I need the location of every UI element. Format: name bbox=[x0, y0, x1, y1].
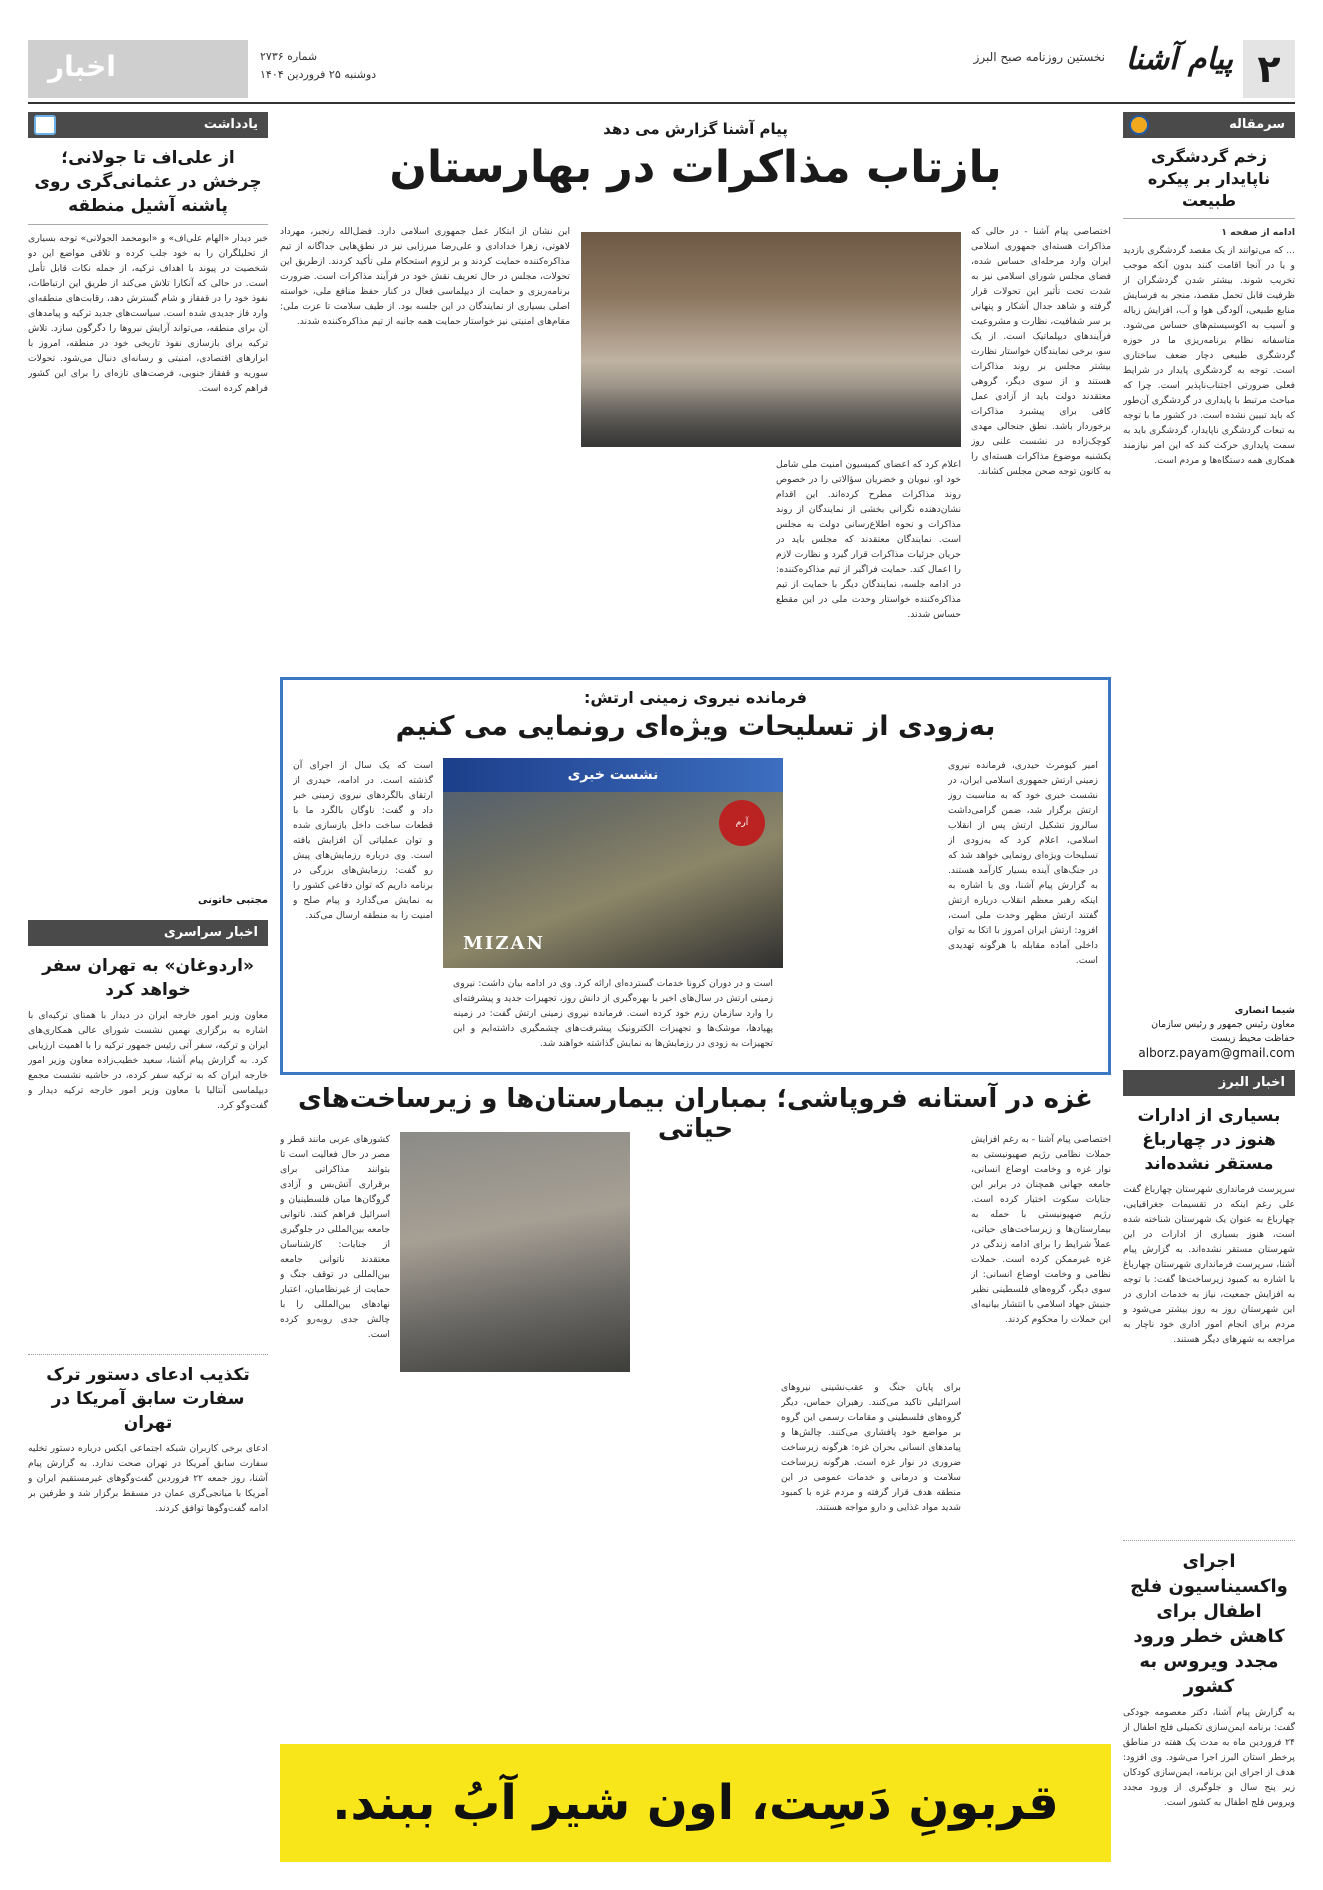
alborz-news-body: سرپرست فرمانداری شهرستان چهارباغ گفت علی رغم اینکه در تقسیمات جغرافیایی، چهارباغ به عنوان یک شهرستان شناخته شده است، هنوز بسیاری از ادارات در این شهرستان مستقر نشده‌اند. به گزارش پیام آشنا، سرپرست فرمانداری شهرستان چهارباغ با اشاره به کمبود زیرساخت‌ها گفت: با توجه به افزایش جمعیت، نیاز به خدمات اداری در این شهرستان روز به روز بیشتر می‌شود و مردم برای انجام امور اداری خود ناچار به مراجعه به شهرهای دیگر هستند. bbox=[1123, 1184, 1295, 1345]
army-article-box bbox=[280, 677, 1111, 1075]
masthead bbox=[825, 40, 1295, 98]
issue-info bbox=[260, 48, 410, 84]
alborz-news-section-bar bbox=[1123, 1070, 1295, 1096]
divider bbox=[28, 1354, 268, 1355]
main-article-col-1: اختصاصی پیام آشنا - در حالی که مذاکرات هسته‌ای جمهوری اسلامی ایران وارد مرحله‌ای حساس شده، فضای مجلس شورای اسلامی نیز به شدت تحت تأثیر این تحولات قرار گرفته و شاهد جدال آشکار و پنهانی بر سر شفافیت، نظارت و مشروعیت فرآیندهای دیپلماتیک است. از یک سو، برخی نمایندگان خواستار نظارت بیشتر مجلس بر روند مذاکرات هستند و از سوی دیگر، گروهی معتقدند دولت باید از آزادی عمل کافی برای پیشبرد مذاکرات برخوردار باشد. نطق جنجالی مهدی کوچک‌زاده در نشست علنی روز یکشنبه موضوع مذاکرات هسته‌ای را به کانون توجه صحن مجلس کشاند. bbox=[971, 226, 1111, 477]
section-title: اخبار bbox=[48, 50, 116, 83]
divider bbox=[1123, 218, 1295, 219]
left-column bbox=[28, 112, 268, 1862]
army-article-title: به‌زودی از تسلیحات ویژه‌ای رونمایی می کنیم bbox=[395, 711, 996, 742]
note-section-label: یادداشت bbox=[203, 117, 258, 132]
divider bbox=[28, 224, 268, 225]
army-article-col-2: است و در دوران کرونا خدمات گسترده‌ای ارائه کرد. وی در ادامه بیان داشت: نیروی زمینی ارتش در سال‌های اخیر با بهره‌گیری از دانش روز، تجهیزات جدید و پیشرفته‌ای را وارد سازمان رزم خود کرده است. فرمانده نیروی زمینی ارتش گفت: در زمینه پهپادها، موشک‌ها و تجهیزات الکترونیک پیشرفت‌های چشمگیری داشته‌ایم و این تجهیزات به زودی در رزمایش‌ها به نمایش گذاشته خواهند شد. bbox=[453, 978, 773, 1049]
notepad-icon bbox=[34, 115, 56, 135]
note-section-bar bbox=[28, 112, 268, 138]
editorial-section-bar bbox=[1123, 112, 1295, 138]
army-article-kicker: فرمانده نیروی زمینی ارتش: bbox=[584, 688, 807, 707]
editorial-author-role: معاون رئیس جمهور و رئیس سازمان حفاظت محیط زیست bbox=[1151, 1019, 1295, 1044]
editorial-title: زخم گردشگری ناپایدار بر پیکره طبیعت bbox=[1147, 147, 1271, 210]
gaza-photo bbox=[400, 1132, 630, 1372]
national-news-title: «اردوغان» به تهران سفر خواهد کرد bbox=[42, 956, 254, 1000]
parliament-photo bbox=[581, 232, 961, 447]
national-news-title-2: تکذیب ادعای دستور ترک سفارت سابق آمریکا در تهران bbox=[46, 1365, 250, 1433]
ad-text: قربونِ دَسِت، اون شیر آبُ ببند. bbox=[332, 1775, 1059, 1831]
eye-icon bbox=[1129, 115, 1149, 135]
water-saving-ad bbox=[280, 1744, 1111, 1862]
army-press-photo bbox=[443, 758, 783, 968]
editorial-text: ... که می‌توانند از یک مقصد گردشگری بازدید و یا در آنجا اقامت کنند بدون آنکه موجب تخریب شوند. بیشتر شدن گردشگران از ظرفیت قابل تحمل مقصد، منجر به فرسایش منابع طبیعی، آلودگی هوا و آب، افزایش زباله و آسیب به اکوسیستم‌های حساس می‌شود. متاسفانه نظام برنامه‌ریزی ما در حوزه گردشگری طبیعی دچار ضعف ساختاری است. توجه به گردشگری پایدار در شرایط فعلی ضرورتی اجتناب‌ناپذیر است. چرا که مباحث مرتبط با پایداری در گردشگری آن‌طور که باید تبیین نشده است. در کشور ما با توجه به تبعات گردشگری ناپایدار، گردشگری باید به سمت پایداری حرکت کند که این امر نیازمند همکاری همه دستگاه‌ها و مردم است. bbox=[1123, 245, 1295, 466]
gaza-article-col-3: کشورهای عربی مانند قطر و مصر در حال فعالیت است تا بتوانند مذاکراتی برای برقراری آتش‌بس و آزادی گروگان‌ها میان فلسطینیان و اسرائیل فراهم کنند. ناتوانی جامعه بین‌المللی در جلوگیری از جنایات: کارشناسان معتقدند ناتوانی جامعه بین‌المللی در توقف جنگ و حمایت از غیرنظامیان، اعتبار نهادهای بین‌المللی را با چالش جدی روبه‌رو کرده است. bbox=[280, 1134, 390, 1340]
photo-shade bbox=[581, 387, 961, 447]
issue-date: دوشنبه ۲۵ فروردین ۱۴۰۴ bbox=[260, 68, 377, 81]
newspaper-logo: پیام آشنا bbox=[1125, 42, 1233, 77]
note-title: از علی‌اف تا جولانی؛ چرخش در عثمانی‌گری روی پاشنه آشیل منطقه bbox=[34, 148, 262, 216]
header-rule bbox=[28, 102, 1295, 104]
editorial-section-label: سرمقاله bbox=[1229, 117, 1285, 132]
photo-brand: MIZAN bbox=[463, 933, 545, 954]
editorial-body bbox=[1123, 225, 1295, 1000]
alborz-news-title: بسیاری از ادارات هنوز در چهارباغ مستقر نشده‌اند bbox=[1137, 1106, 1281, 1174]
gaza-article-col-1: اختصاصی پیام آشنا - به رغم افزایش حملات نظامی رژیم صهیونیستی به نوار غزه و وخامت اوضاع انسانی، جامعه جهانی همچنان در برابر این جنایات سکوت اختیار کرده است. رژیم صهیونیستی با حمله به بیمارستان‌ها و زیرساخت‌های حیاتی، عملاً شرایط را برای ادامه زندگی در غزه غیرممکن کرده است. حملات نظامی و وخامت اوضاع انسانی: از سوی دیگر، گروه‌های فلسطینی نظیر جنبش جهاد اسلامی با انتشار بیانیه‌ای این حملات را محکوم کردند. bbox=[971, 1134, 1111, 1325]
editorial-email[interactable]: alborz.payam@gmail.com bbox=[1138, 1046, 1295, 1060]
main-article-col-3: این نشان از ابتکار عمل جمهوری اسلامی دارد. فضل‌الله رنجبر، مهرداد لاهوتی، زهرا خدادادی و علی‌رضا میرزایی نیز در نطق‌هایی جداگانه از تیم مذاکره‌کننده حمایت کردند و بر لزوم استحکام ملی تأکید کردند. ازطریق این تحولات، مجلس در حال تعریف نقش خود در فرآیند مذاکرات است. ضرورت برنامه‌ریزی و حمایت از دیپلماسی فعال در کنار حفظ منافع ملی، خواسته اصلی بسیاری از نمایندگان در این جلسه بود. از طیف سلامت تا عزت ملی: مقام‌های امنیتی نیز خواستار حمایت همه جانبه از تیم مذاکره‌کننده شدند. bbox=[280, 226, 570, 327]
section-title-box bbox=[28, 40, 248, 98]
alborz-news-title-2: اجرای واکسیناسیون فلج اطفال برای کاهش خطر ورود مجدد ویروس به کشور bbox=[1130, 1551, 1288, 1697]
page-header bbox=[28, 40, 1295, 110]
main-article-col-2: اعلام کرد که اعضای کمیسیون امنیت ملی شامل خود او، نبویان و خضریان سؤالاتی را در خصوص روند مذاکرات مطرح کرده‌اند. این اقدام نشان‌دهنده نگرانی بخشی از نمایندگان از روند مذاکرات و نحوه اطلاع‌رسانی دولت به مجلس است. نمایندگان معتقدند که مجلس باید در جریان جزئیات مذاکرات قرار گیرد و نظارت لازم را اعمال کند. حمایت فراگیر از تیم مذاکره‌کننده: در ادامه جلسه، نمایندگان دیگر با حمایت از تیم مذاکره‌کننده خواستار وحدت ملی در این مقطع حساس شدند. bbox=[776, 459, 961, 620]
newspaper-tagline: نخستین روزنامه صبح البرز bbox=[973, 50, 1105, 64]
issue-number: شماره ۲۷۳۶ bbox=[260, 50, 318, 63]
national-news-section-bar bbox=[28, 920, 268, 946]
center-column bbox=[280, 112, 1111, 1862]
gaza-article-col-2: برای پایان جنگ و عقب‌نشینی نیروهای اسرائیلی تاکید می‌کنند. رهبران حماس، دیگر گروه‌های فلسطینی و مقامات رسمی این گروه بر مواضع خود پافشاری می‌کنند. چالش‌ها و پیامدهای انسانی بحران غزه: هرگونه زیرساخت ضروری در نوار غزه است. هرگونه زیرساخت سلامت و درمانی و خدمات عمومی در این منطقه هدف قرار گرفته و مردم غزه با کمبود شدید مواد غذایی و دارو مواجه هستند. bbox=[781, 1382, 961, 1513]
alborz-news-body-2: به گزارش پیام آشنا، دکتر معصومه جودکی گفت: برنامه ایمن‌سازی تکمیلی فلج اطفال از ۲۴ فروردین ماه به مدت یک هفته در مناطق پرخطر استان البرز اجرا می‌شود. وی افزود: هدف از اجرای این برنامه، ایمن‌سازی کودکان زیر پنج سال و جلوگیری از ورود مجدد ویروس فلج اطفال به کشور است. bbox=[1123, 1707, 1295, 1808]
army-article-col-1: امیر کیومرث حیدری، فرمانده نیروی زمینی ارتش جمهوری اسلامی ایران، در نشست خبری خود که به مناسبت روز ارتش برگزار شد، ضمن گرامی‌داشت سالروز تشکیل ارتش پس از انقلاب اسلامی، اعلام کرد که به‌زودی از تسلیحات ویژه‌ای رونمایی خواهد شد که در جنگ‌های آینده بسیار کارآمد هستند. به گزارش پیام آشنا، وی با اشاره به اینکه رهبر معظم انقلاب درباره ارتش گفتند ارتش مظهر وحدت ملی است، افزود: ارتش ایران امروز با اتکا به توان داخلی آماده مقابله با هرگونه تهدیدی است. bbox=[948, 760, 1098, 966]
national-news-section-label: اخبار سراسری bbox=[163, 925, 258, 940]
page-number: ۲ bbox=[1243, 40, 1295, 98]
gaza-article-title: غزه در آستانه فروپاشی؛ بمباران بیمارستان‌ها و زیرساخت‌های حیاتی bbox=[298, 1084, 1093, 1144]
photo-banner: نشست خبری bbox=[443, 758, 783, 792]
national-news-body: معاون وزیر امور خارجه ایران در دیدار با همتای ترکیه‌ای با اشاره به برگزاری نهمین نشست شورای عالی همکاری‌های ایران و ترکیه، سفر آتی رئیس جمهور ترکیه را با اهمیت ارزیابی کرد. به گزارش پیام آشنا، سعید خطیب‌زاده معاون وزیر امور خارجه ایران که به ترکیه سفر کرده، در حاشیه نشست مجمع دیپلماسی آنتالیا با معاون وزیر امور خارجه ترکیه دیدار و گفت‌وگو کرد. bbox=[28, 1010, 268, 1111]
seal-icon: آرم bbox=[719, 800, 765, 846]
right-column bbox=[1123, 112, 1295, 1862]
main-article-kicker: پیام آشنا گزارش می دهد bbox=[603, 120, 788, 138]
alborz-news-section-label: اخبار البرز bbox=[1218, 1075, 1285, 1090]
national-news-body-2: ادعای برخی کاربران شبکه اجتماعی ایکس درباره دستور تخلیه سفارت سابق آمریکا در تهران صحت ندارد. به گزارش پیام آشنا، روز جمعه ۲۲ فروردین گفت‌وگوهای غیرمستقیم ایران و آمریکا با میانجی‌گری عمان در مسقط برگزار شد و طرفین بر ادامه گفت‌وگوها توافق کردند. bbox=[28, 1443, 268, 1514]
divider bbox=[1123, 1540, 1295, 1541]
editorial-byline bbox=[1123, 1004, 1295, 1060]
note-body: خبر دیدار «الهام علی‌اف» و «ابومحمد الجولانی» توجه بسیاری از تحلیلگران را به خود جلب کرده و تلاقی مواضع این دو شخصیت در پیوند با اهداف ترکیه، از جمله نکات قابل تأمل است. در حالی که آنکارا تلاش می‌کند از طریق این ارتباطات، نفوذ خود را در قفقاز و شام گسترش دهد، رقابت‌های منطقه‌ای وارد فاز جدیدی شده است. سیاست‌های جدید ترکیه و پیامدهای آن برای منطقه، می‌تواند آرایش نیروها را دگرگون سازد. تلاش ترکیه برای بازسازی نفوذ تاریخی خود در منطقه، امروز با ابزارهای اقتصادی، امنیتی و رسانه‌ای دنبال می‌شود. تحولات سوریه و قفقاز جنوبی، فرصت‌های تازه‌ای را برای این کشور فراهم کرده است. bbox=[28, 233, 268, 394]
note-author: مجتبی خاتونی bbox=[197, 895, 268, 906]
main-article-title: بازتاب مذاکرات در بهارستان bbox=[389, 142, 1002, 193]
army-article-col-3: است که یک سال از اجرای آن گذشته است. در ادامه، حیدری از ارتقای بالگردهای نیروی زمینی خبر داد و گفت: ناوگان بالگرد ما با قطعات ساخت داخل بازسازی شده و توان عملیاتی آن افزایش یافته است. وی درباره رزمایش‌های پیش رو گفت: رزمایش‌های بزرگی در برنامه داریم که توان دفاعی کشور را به نمایش می‌گذارد و پیام صلح و امنیت را به منطقه ارسال می‌کند. bbox=[293, 760, 433, 921]
editorial-author: شیما انصاری bbox=[1234, 1005, 1295, 1016]
editorial-continued: ادامه از صفحه ۱ bbox=[1221, 227, 1295, 238]
